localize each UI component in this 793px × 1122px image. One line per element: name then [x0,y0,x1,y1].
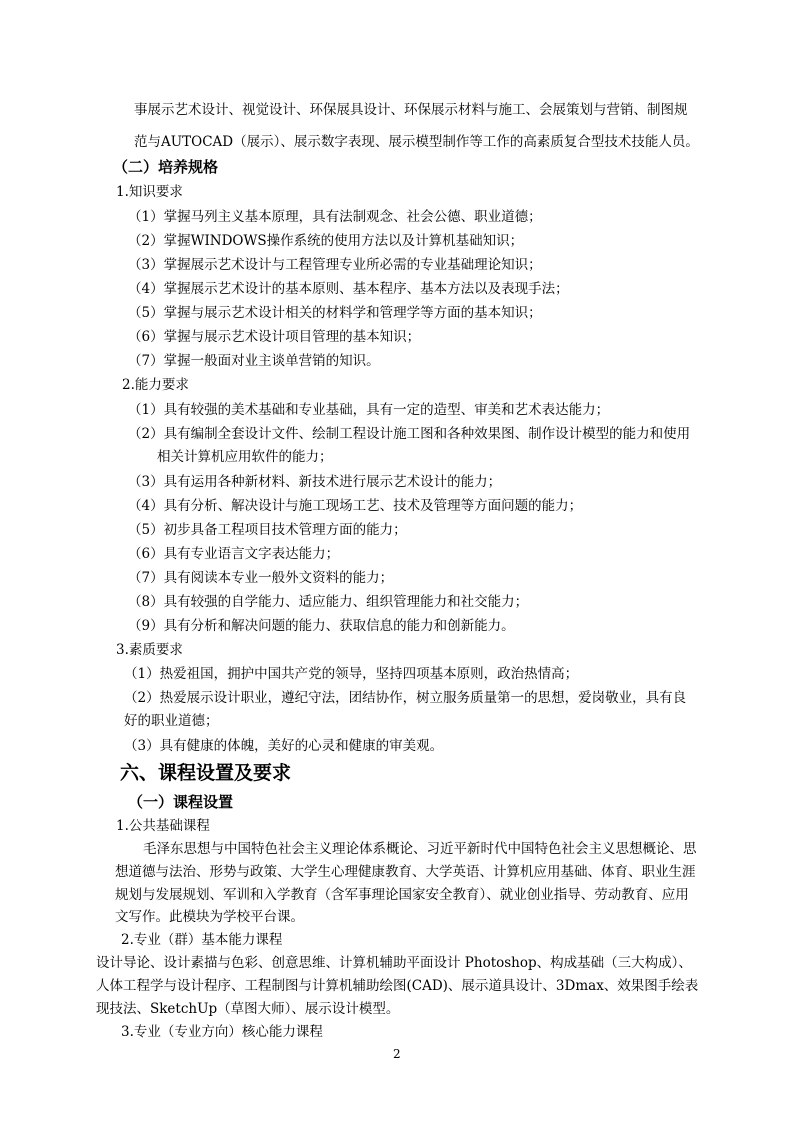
quality-item-2: （2）热爱展示设计职业，遵纪守法，团结协作，树立服务质量第一的思想，爱岗敬业，具有良 [124,690,687,706]
professional-courses-line-1: 设计导论、设计素描与色彩、创意思维、计算机辅助平面设计 Photoshop、构成基础（三大构成）、 [96,955,692,971]
ability-item-4: （4）具有分析、解决设计与施工现场工艺、技术及管理等方面问题的能力； [128,498,583,514]
chapter-title-curriculum: 六、课程设置及要求 [120,762,292,784]
ability-item-2-cont: 相关计算机应用软件的能力； [157,449,333,465]
ability-item-2: （2）具有编制全套设计文件、绘制工程设计施工图和各种效果图、制作设计模型的能力和使用 [128,426,691,442]
ability-item-6: （6）具有专业语言文字表达能力； [128,546,340,562]
public-courses-line-3: 规划与发展规划、军训和入学教育（含军事理论国家安全教育）、就业创业指导、劳动教育、应用 [115,887,689,903]
ability-item-5: （5）初步具备工程项目技术管理方面的能力； [128,522,407,538]
ability-item-7: （7）具有阅读本专业一般外文资料的能力； [128,570,394,586]
public-courses-line-1: 毛泽东思想与中国特色社会主义理论体系概论、习近平新时代中国特色社会主义思想概论、思 [143,841,697,857]
knowledge-item-1: （1）掌握马列主义基本原理，具有法制观念、社会公德、职业道德； [128,209,542,225]
ability-item-3: （3）具有运用各种新材料、新技术进行展示艺术设计的能力； [128,474,502,490]
professional-courses-line-3: 现技法、SketchUp（草图大师）、展示设计模型。 [96,1001,400,1017]
section-title-course-setup: （一）课程设置 [128,793,234,811]
quality-item-3: （3）具有健康的体魄，美好的心灵和健康的审美观。 [124,738,444,754]
public-courses-line-4: 文写作。此模块为学校平台课。 [115,909,304,925]
knowledge-item-3: （3）掌握展示艺术设计与工程管理专业所必需的专业基础理论知识； [128,257,542,273]
public-courses-heading: 1.公共基础课程 [116,818,210,834]
knowledge-item-2: （2）掌握WINDOWS操作系统的使用方法以及计算机基础知识； [128,233,524,249]
quality-item-2-cont: 好的职业道德； [124,713,219,729]
knowledge-item-4: （4）掌握展示艺术设计的基本原则、基本程序、基本方法以及表现手法； [128,281,569,297]
page-number: 2 [393,1047,401,1061]
ability-item-9: （9）具有分析和解决问题的能力、获取信息的能力和创新能力。 [128,618,515,634]
core-courses-heading: 3.专业（专业方向）核心能力课程 [121,1024,323,1040]
knowledge-item-7: （7）掌握一般面对业主谈单营销的知识。 [128,353,380,369]
knowledge-heading: 1.知识要求 [116,184,183,200]
public-courses-line-2: 想道德与法治、形势与政策、大学生心理健康教育、大学英语、计算机应用基础、体育、职业生涯 [115,864,696,880]
intro-line-1: 事展示艺术设计、视觉设计、环保展具设计、环保展示材料与施工、会展策划与营销、制图规 [134,102,688,118]
intro-line-2: 范与AUTOCAD（展示）、展示数字表现、展示模型制作等工作的高素质复合型技术技能人员。 [134,134,699,150]
quality-item-1: （1）热爱祖国，拥护中国共产党的领导，坚持四项基本原则，政治热情高； [124,666,579,682]
professional-courses-line-2: 人体工程学与设计程序、工程制图与计算机辅助绘图(CAD)、展示道具设计、3Dmax、效果图手绘表 [96,978,699,994]
ability-heading: 2.能力要求 [122,377,189,393]
ability-item-1: （1）具有较强的美术基础和专业基础，具有一定的造型、审美和艺术表达能力； [128,402,610,418]
knowledge-item-6: （6）掌握与展示艺术设计项目管理的基本知识； [128,329,421,345]
knowledge-item-5: （5）掌握与展示艺术设计相关的材料学和管理学等方面的基本知识； [128,305,542,321]
professional-courses-heading: 2.专业（群）基本能力课程 [121,932,283,948]
ability-item-8: （8）具有较强的自学能力、适应能力、组织管理能力和社交能力； [128,594,529,610]
quality-heading: 3.素质要求 [116,642,183,658]
section-title-training-spec: （二）培养规格 [113,158,219,176]
